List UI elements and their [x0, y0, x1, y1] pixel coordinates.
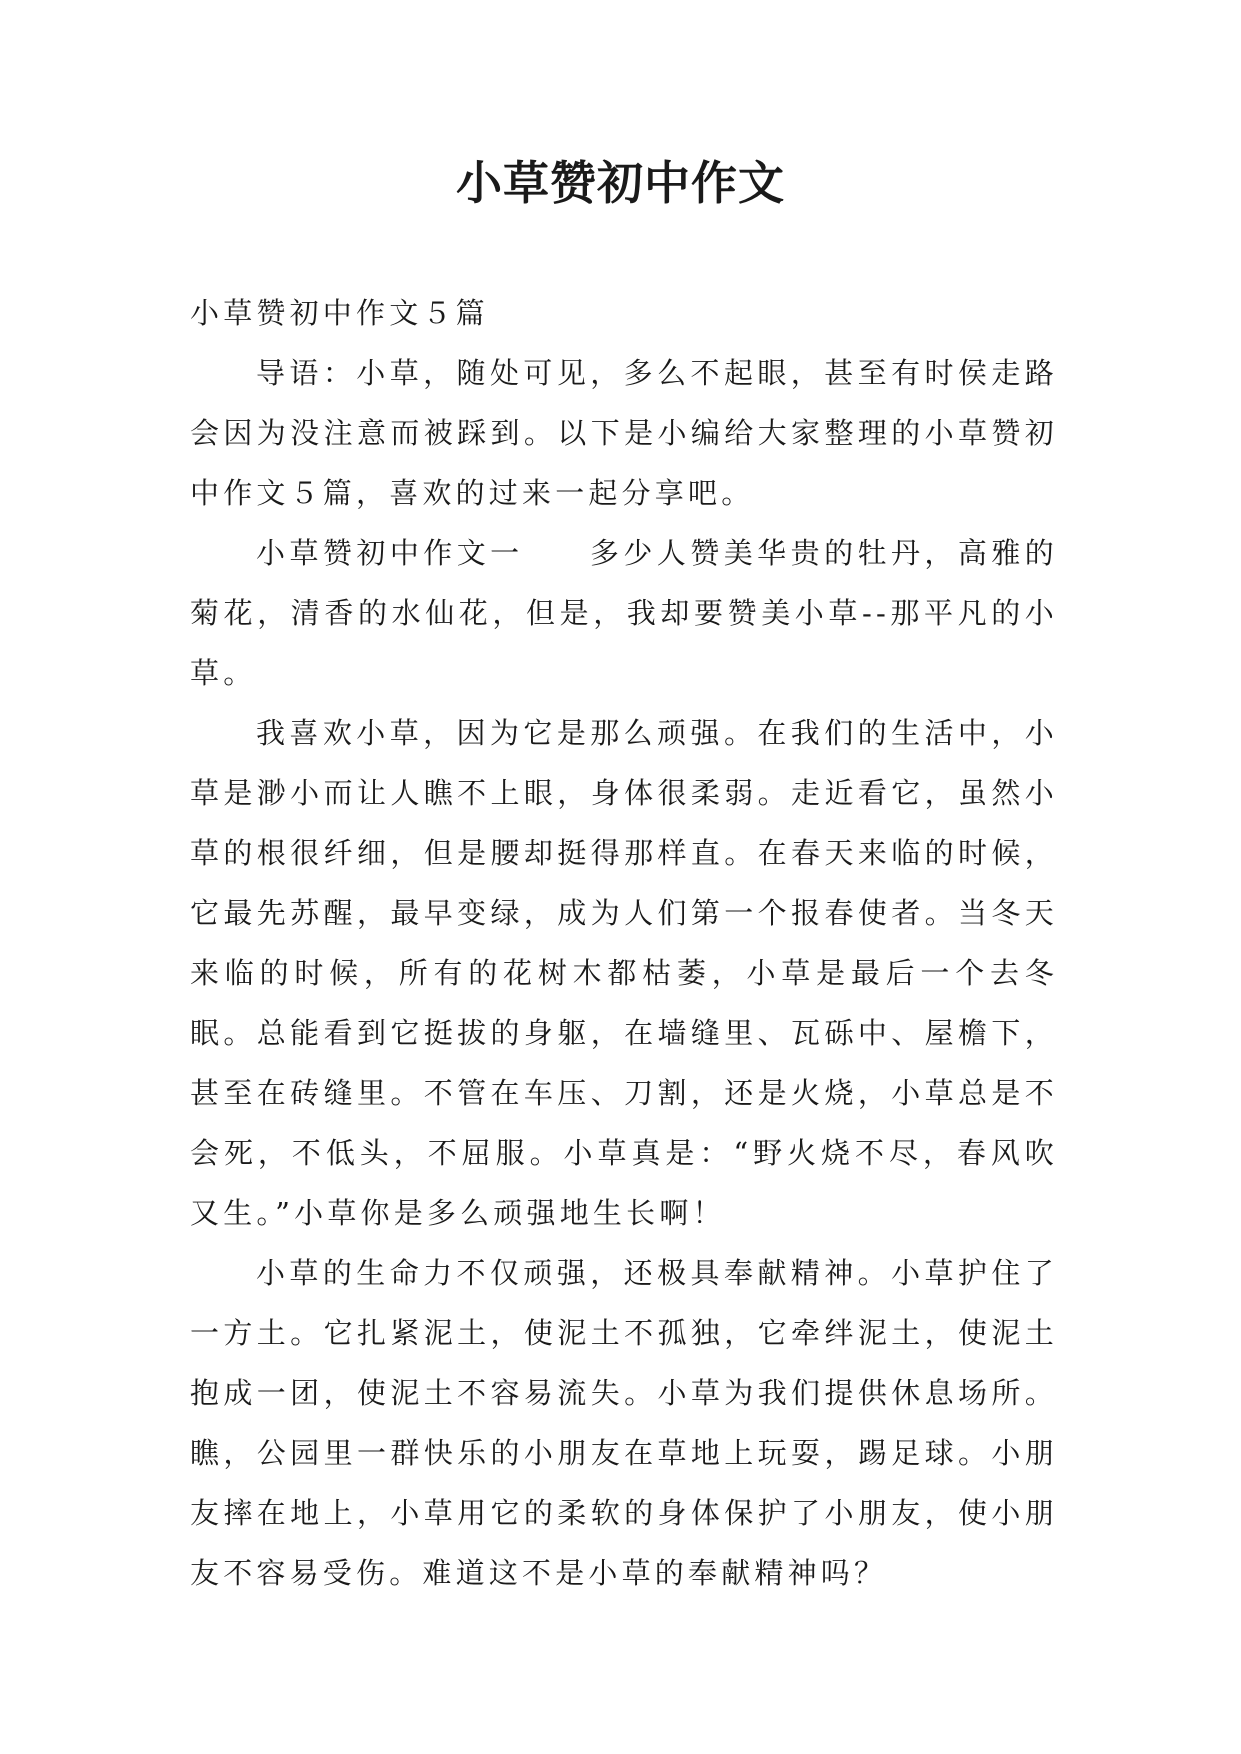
document-title: 小草赞初中作文 [456, 156, 785, 210]
body-paragraph: 我喜欢小草，因为它是那么顽强。在我们的生活中，小草是渺小而让人瞧不上眼，身体很柔弱。走近看它，虽然小草的根很纤细，但是腰却挺得那样直。在春天来临的时候，它最先苏醒，最早变绿，成为人们第一个报春使者。当冬天来临的时候，所有的花树木都枯萎，小草是最后一个去冬眠。总能看到它挺拔的身躯，在墙缝里、瓦砾中、屋檐下，甚至在砖缝里。不管在车压、刀割，还是火烧，小草总是不会死，不低头，不屈服。小草真是：“野火烧不尽，春风吹又生。”小草你是多么顽强地生长啊！ [190, 716, 1058, 1230]
essay-first-paragraph [190, 523, 1058, 703]
document-subtitle: 小草赞初中作文５篇 [190, 296, 489, 330]
document-body [190, 283, 1058, 1603]
intro-paragraph: 导语：小草，随处可见，多么不起眼，甚至有时侯走路会因为没注意而被踩到。以下是小编给大家整理的小草赞初中作文５篇，喜欢的过来一起分享吧。 [190, 356, 1058, 510]
essay-heading: 小草赞初中作文一 [256, 536, 524, 570]
body-paragraph: 小草的生命力不仅顽强，还极具奉献精神。小草护住了一方土。它扎紧泥土，使泥土不孤独，它牵绊泥土，使泥土抱成一团，使泥土不容易流失。小草为我们提供休息场所。瞧，公园里一群快乐的小朋友在草地上玩耍，踢足球。小朋友摔在地上，小草用它的柔软的身体保护了小朋友，使小朋友不容易受伤。难道这不是小草的奉献精神吗？ [190, 1256, 1058, 1590]
essay-opening: 多少人赞美华贵的牡丹，高雅的菊花，清香的水仙花，但是，我却要赞美小草--那平凡的小草。 [190, 536, 1058, 690]
